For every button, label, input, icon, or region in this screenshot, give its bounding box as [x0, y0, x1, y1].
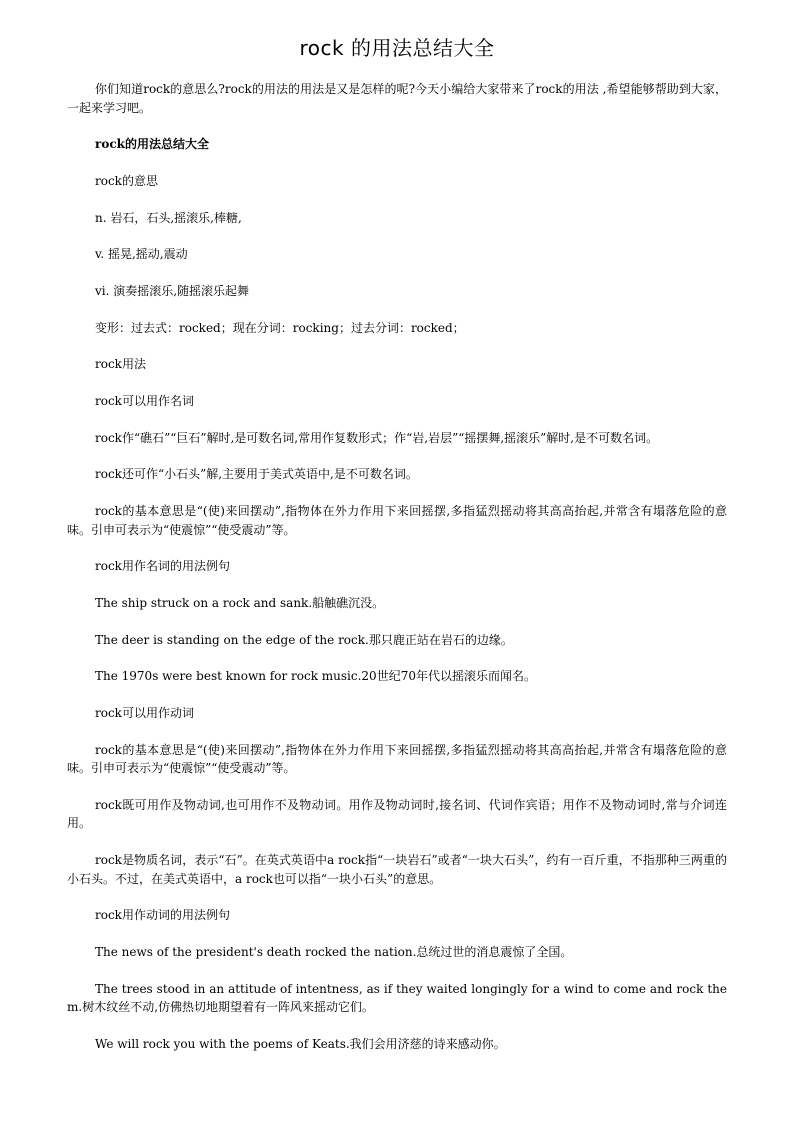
- subheading-verb-examples: rock用作动词的用法例句: [95, 908, 230, 923]
- subheading-meaning: rock的意思: [95, 173, 158, 188]
- example-sentence: We will rock you with the poems of Keats.我们会用济慈的诗来感动你。: [95, 1036, 506, 1051]
- verb-usage-paragraph: rock既可用作及物动词,也可用作不及物动词。用作及物动词时,接名词、代词作宾语；用作不及物动词时,常与介词连用。: [67, 797, 727, 831]
- example-sentence: The 1970s were best known for rock music.20世纪70年代以摇滚乐而闻名。: [95, 669, 536, 684]
- verb-usage-paragraph: rock的基本意思是“(使)来回摆动”,指物体在外力作用下来回摇摆,多指猛烈摇动将其高高抬起,并常含有塌落危险的意味。引申可表示为“使震惊”“使受震动”等。: [67, 742, 727, 776]
- inflections: 变形：过去式：rocked；现在分词：rocking；过去分词：rocked；: [95, 320, 465, 335]
- noun-usage-paragraph: rock的基本意思是“(使)来回摆动”,指物体在外力作用下来回摇摆,多指猛烈摇动将其高高抬起,并常含有塌落危险的意味。引申可表示为“使震惊”“使受震动”等。: [67, 504, 727, 537]
- noun-usage-paragraph: rock作“礁石”“巨石”解时,是可数名词,常用作复数形式；作“岩,岩层”“摇摆舞,摇滚乐”解时,是不可数名词。: [95, 430, 659, 445]
- example-sentence: The ship struck on a rock and sank.船触礁沉没。: [95, 595, 385, 610]
- definition-verb: v. 摇晃,摇动,震动: [95, 247, 188, 262]
- subheading-noun-examples: rock用作名词的用法例句: [95, 559, 230, 574]
- subheading-usage: rock用法: [95, 357, 146, 372]
- example-sentence: The news of the president's death rocked the nation.总统过世的消息震惊了全国。: [95, 944, 573, 959]
- example-sentence: The trees stood in an attitude of intentness, as if they waited longingly for a wind to come and rock them.树木纹丝不动,仿佛热切地期望着有一阵风来摇动它们。: [67, 981, 727, 1015]
- verb-usage-paragraph: rock是物质名词，表示“石”。在英式英语中a rock指“一块岩石”或者“一块大石头”，约有一百斤重，不指那种三两重的小石头。不过，在美式英语中，a rock也可以指“一块小石头”的意思。: [67, 853, 727, 886]
- intro-paragraph: 你们知道rock的意思么?rock的用法的用法是又是怎样的呢?今天小编给大家带来了rock的用法 ,希望能够帮助到大家，一起来学习吧。: [67, 82, 727, 115]
- subheading-noun-usage: rock可以用作名词: [95, 394, 194, 408]
- definition-noun: n. 岩石，石头,摇滚乐,棒糖,: [95, 210, 242, 225]
- document-title: rock 的用法总结大全: [299, 36, 495, 60]
- subheading-verb-usage: rock可以用作动词: [95, 706, 194, 720]
- document-body: [67, 80, 727, 1072]
- noun-usage-paragraph: rock还可作“小石头”解,主要用于美式英语中,是不可数名词。: [95, 467, 418, 482]
- section-heading: rock的用法总结大全: [95, 137, 209, 152]
- definition-intransitive: vi. 演奏摇滚乐,随摇滚乐起舞: [95, 283, 250, 298]
- example-sentence: The deer is standing on the edge of the rock.那只鹿正站在岩石的边缘。: [95, 632, 513, 647]
